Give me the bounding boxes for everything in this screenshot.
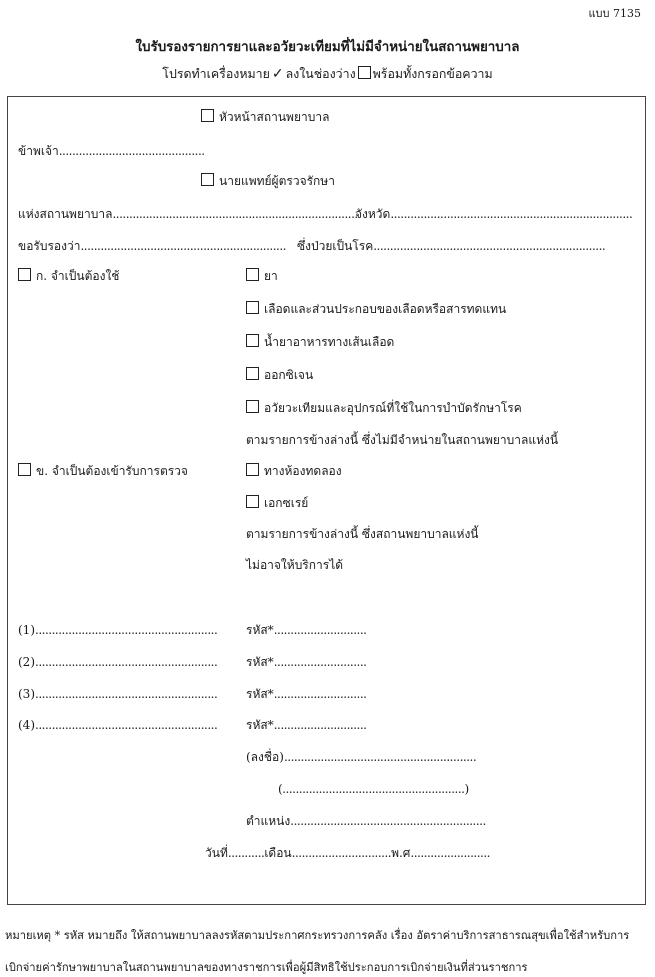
checkbox-drug[interactable] [246, 268, 259, 281]
section-b[interactable] [18, 463, 188, 479]
option-label: เลือดและส่วนประกอบของเลือดหรือสารทดแทน [264, 302, 507, 316]
position-label: ตำแหน่ง [246, 814, 291, 828]
option-laboratory[interactable] [246, 463, 342, 479]
item-row-2[interactable] [18, 654, 217, 670]
instruction-text-2: ลงในช่องว่าง [285, 66, 356, 81]
hospital-field[interactable] [18, 206, 358, 222]
option-xray[interactable] [246, 495, 308, 511]
certify-label: ขอรับรองว่า [18, 239, 81, 253]
option-drug[interactable] [246, 268, 278, 284]
option-iv-nutrition[interactable] [246, 334, 394, 350]
item-dots[interactable]: ....................................................... [35, 718, 218, 732]
footnote-line-2: เบิกจ่ายค่ารักษาพยาบาลในสถานพยาบาลของทางราชการเพื่อผู้มีสิทธิใช้ประกอบการเบิกจ่ายเงินที่ส่วนราชการ [5, 961, 528, 974]
position-dots[interactable]: ........................................................... [290, 814, 486, 828]
i-label: ข้าพเจ้า [18, 144, 59, 158]
item-row-3[interactable] [18, 686, 217, 702]
checkbox-prosthetics[interactable] [246, 400, 259, 413]
printed-name-field[interactable]: (.......................................................) [278, 782, 469, 796]
option-label: เอกซเรย์ [264, 496, 309, 510]
checkbox-xray[interactable] [246, 495, 259, 508]
checkbox-section-a[interactable] [18, 268, 31, 281]
instruction-text-1: โปรดทำเครื่องหมาย [162, 66, 270, 81]
option-oxygen[interactable] [246, 367, 313, 383]
item-row-1[interactable] [18, 622, 217, 638]
item-code-2[interactable] [246, 654, 367, 670]
province-field[interactable] [355, 206, 632, 222]
option-attending-physician[interactable] [201, 173, 335, 189]
page-title: ใบรับรองรายการยาและอวัยวะเทียมที่ไม่มีจำหน่ายในสถานพยาบาล [135, 39, 520, 55]
empty-box-icon [358, 66, 371, 79]
certify-dots[interactable]: .............................................................. [80, 239, 286, 253]
item-code-4[interactable] [246, 717, 367, 733]
signature-label: (ลงชื่อ) [246, 750, 284, 764]
code-dots[interactable]: ............................ [273, 623, 367, 637]
code-label: รหัส* [246, 687, 274, 701]
item-number: (4) [18, 718, 35, 732]
disease-label: ซึ่งป่วยเป็นโรค [297, 239, 374, 253]
option-label: ออกซิเจน [264, 368, 314, 382]
code-label: รหัส* [246, 718, 274, 732]
option-label: ทางห้องทดลอง [264, 464, 342, 478]
signature-field[interactable] [246, 749, 476, 765]
item-number: (3) [18, 687, 35, 701]
instruction-line [0, 65, 655, 84]
certify-field[interactable] [18, 238, 286, 254]
checkbox-hospital-head[interactable] [201, 109, 214, 122]
item-code-3[interactable] [246, 686, 367, 702]
item-dots[interactable]: ....................................................... [35, 655, 218, 669]
item-row-4[interactable] [18, 717, 217, 733]
option-blood[interactable] [246, 301, 506, 317]
code-label: รหัส* [246, 655, 274, 669]
date-field[interactable] [205, 845, 490, 861]
option-label: อวัยวะเทียมและอุปกรณ์ที่ใช้ในการบำบัดรักษาโรค [264, 401, 522, 415]
hospital-label: แห่งสถานพยาบาล [18, 207, 113, 221]
month-dots[interactable]: .............................. [291, 846, 392, 860]
day-dots[interactable]: ........... [227, 846, 265, 860]
section-b-note-1: ตามรายการข้างล่างนี้ ซึ่งสถานพยาบาลแห่งนี้ [246, 527, 479, 541]
form-code: แบบ 7135 [588, 7, 641, 20]
signature-dots[interactable]: .......................................................... [283, 750, 477, 764]
i-field[interactable] [18, 143, 205, 159]
item-code-1[interactable] [246, 622, 367, 638]
section-b-label: ข. จำเป็นต้องเข้ารับการตรวจ [36, 464, 188, 478]
province-label: จังหวัด [355, 207, 391, 221]
item-dots[interactable]: ....................................................... [35, 687, 218, 701]
checkbox-blood[interactable] [246, 301, 259, 314]
disease-dots[interactable]: ...................................................................... [373, 239, 606, 253]
disease-field[interactable] [297, 238, 605, 254]
checkbox-attending-physician[interactable] [201, 173, 214, 186]
code-dots[interactable]: ............................ [273, 687, 367, 701]
code-dots[interactable]: ............................ [273, 718, 367, 732]
option-hospital-head[interactable] [201, 109, 329, 125]
month-label: เดือน [264, 846, 292, 860]
item-dots[interactable]: ....................................................... [35, 623, 218, 637]
item-number: (2) [18, 655, 35, 669]
code-label: รหัส* [246, 623, 274, 637]
year-label: พ.ศ [391, 846, 411, 860]
section-a-label: ก. จำเป็นต้องใช้ [36, 269, 120, 283]
province-dots[interactable]: ......................................................................... [390, 207, 633, 221]
day-label: วันที่ [205, 846, 228, 860]
footnote-line-1: หมายเหตุ * รหัส หมายถึง ให้สถานพยาบาลลงรหัสตามประกาศกระทรวงการคลัง เรื่อง อัตราค่าบริการสาธารณสุขเพื่อใช้สำหรับการ [5, 929, 630, 942]
option-label: นายแพทย์ผู้ตรวจรักษา [219, 174, 335, 188]
section-b-note-2: ไม่อาจให้บริการได้ [246, 558, 344, 572]
option-label: หัวหน้าสถานพยาบาล [219, 110, 330, 124]
checkbox-iv-nutrition[interactable] [246, 334, 259, 347]
checkbox-oxygen[interactable] [246, 367, 259, 380]
code-dots[interactable]: ............................ [273, 655, 367, 669]
item-number: (1) [18, 623, 35, 637]
position-field[interactable] [246, 813, 486, 829]
checkbox-laboratory[interactable] [246, 463, 259, 476]
checkmark-icon: ✓ [271, 66, 284, 82]
hospital-dots[interactable]: .......................................................................... [112, 207, 358, 221]
section-a-note: ตามรายการข้างล่างนี้ ซึ่งไม่มีจำหน่ายในสถานพยาบาลแห่งนี้ [246, 433, 559, 447]
i-dots[interactable]: ............................................ [58, 144, 205, 158]
option-label: ยา [264, 269, 278, 283]
instruction-text-3: พร้อมทั้งกรอกข้อความ [372, 66, 493, 81]
year-dots[interactable]: ........................ [410, 846, 490, 860]
checkbox-section-b[interactable] [18, 463, 31, 476]
option-prosthetics[interactable] [246, 400, 522, 416]
option-label: น้ำยาอาหารทางเส้นเลือด [264, 335, 395, 349]
section-a[interactable] [18, 268, 119, 284]
